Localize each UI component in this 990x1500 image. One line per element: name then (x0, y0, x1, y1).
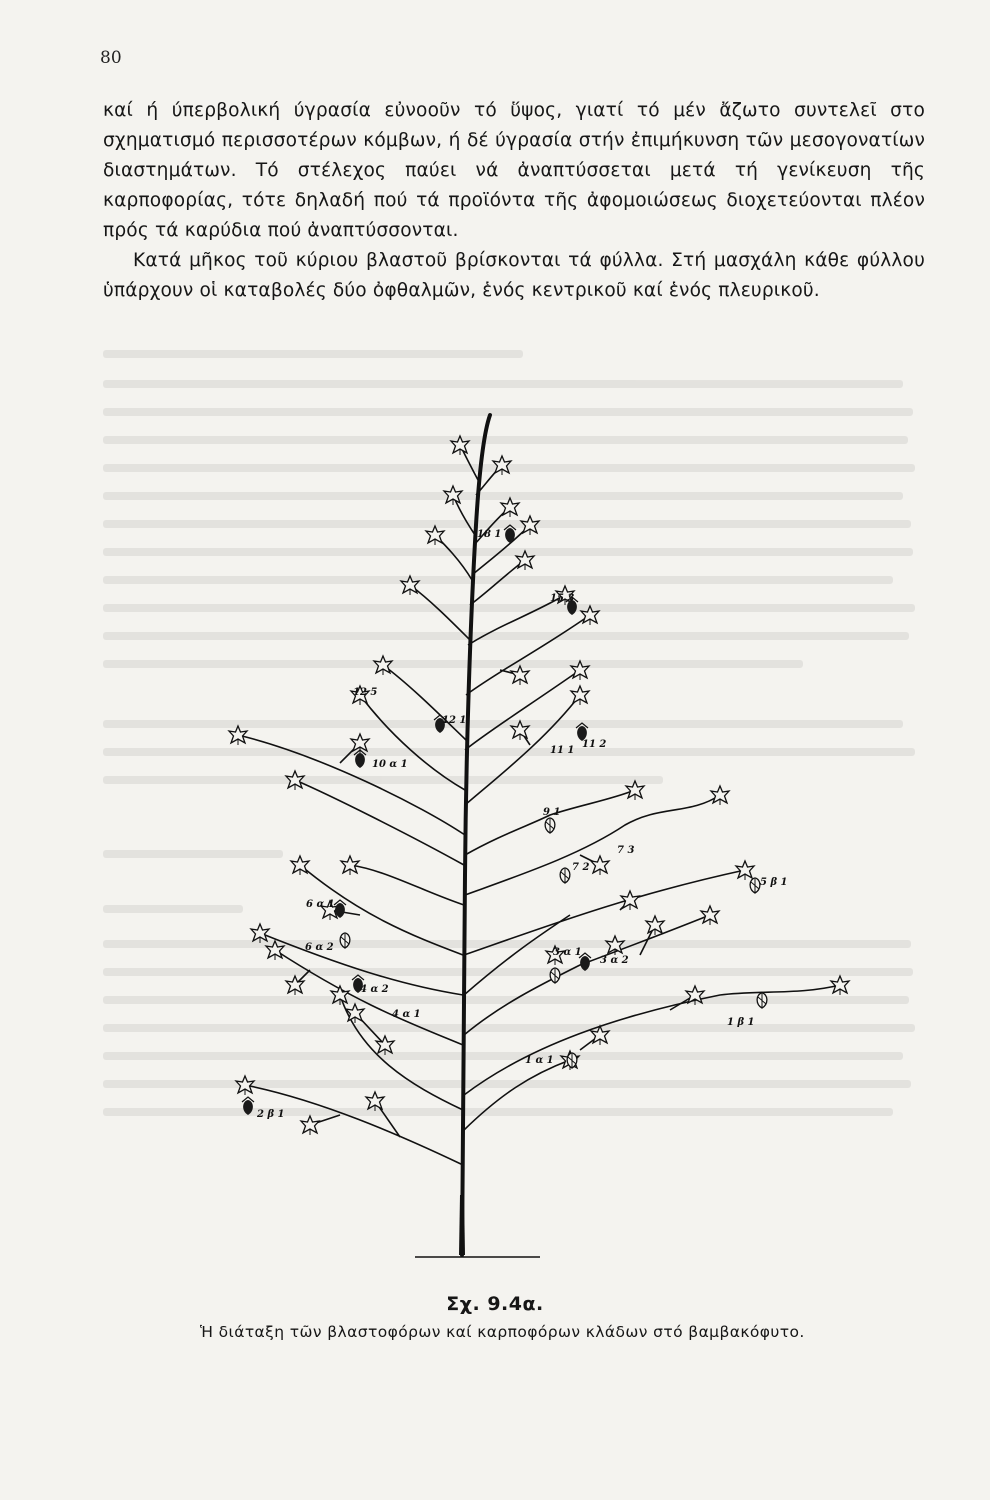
cotton-plant-diagram (200, 395, 880, 1275)
label-12-5: 12 5 (353, 687, 378, 698)
label-1a1: 1 α 1 (525, 1055, 554, 1066)
label-2b1: 2 β 1 (257, 1109, 285, 1120)
label-18-1: 18 1 (477, 529, 502, 540)
label-1b1: 1 β 1 (727, 1017, 755, 1028)
label-4a1: 4 α 1 (392, 1009, 421, 1020)
main-stem (462, 415, 490, 1255)
figure-caption-title: Σχ. 9.4α. (446, 1293, 544, 1315)
label-3a1: 3 α 1 (553, 947, 582, 958)
label-6a2: 6 α 2 (305, 942, 334, 953)
bolls (242, 525, 767, 1115)
label-3a2: 3 α 2 (600, 955, 629, 966)
figure-caption-text: Ἡ διάταξη τῶν βλαστοφόρων καί καρποφόρων κλάδων στό βαμβακόφυτο. (200, 1323, 805, 1341)
label-11-2: 11 2 (582, 739, 607, 750)
label-6a1: 6 α 1 (306, 899, 335, 910)
paragraph-1: καί ή ύπερβολική ύγρασία εὐνοοῦν τό ὕψος, γιατί τό μέν ἄζωτο συντελεῖ στο σχηματισμό περισσοτέρων κόμβων, ή δέ ύγρασία στήν ἐπιμήκυνση τῶν μεσογονατίων διαστημάτων. Τό στέλεχος παύει νά ἀναπτύσσεται μετά τή γενίκευση τῆς καρποφορίας, τότε δηλαδή πού τά προϊόντα τῆς ἀφομοιώσεως διοχετεύονται πλέον πρός τά καρύδια πού ἀναπτύσσονται. (103, 100, 925, 241)
label-11-1: 11 1 (550, 745, 575, 756)
page-number: 80 (100, 48, 122, 68)
label-4a2: 4 α 2 (360, 984, 389, 995)
label-12-1: 12 1 (442, 715, 467, 726)
label-5b1: 5 β 1 (760, 877, 788, 888)
label-15-3: 15 3 (550, 593, 575, 604)
body-text (103, 96, 925, 306)
left-branches (238, 445, 478, 1165)
label-7-2: 7 2 (572, 862, 590, 873)
label-10a1: 10 α 1 (372, 759, 408, 770)
label-7-3: 7 3 (617, 845, 635, 856)
paragraph-2: Κατά μῆκος τοῦ κύριου βλαστοῦ βρίσκονται τά φύλλα. Στή μασχάλη κάθε φύλλου ὑπάρχουν οἱ καταβολές δύο ὀφθαλμῶν, ἑνός κεντρικοῦ καί ἑνός πλευρικοῦ. (103, 250, 925, 301)
label-9-1: 9 1 (543, 807, 561, 818)
leaves (229, 436, 849, 1135)
